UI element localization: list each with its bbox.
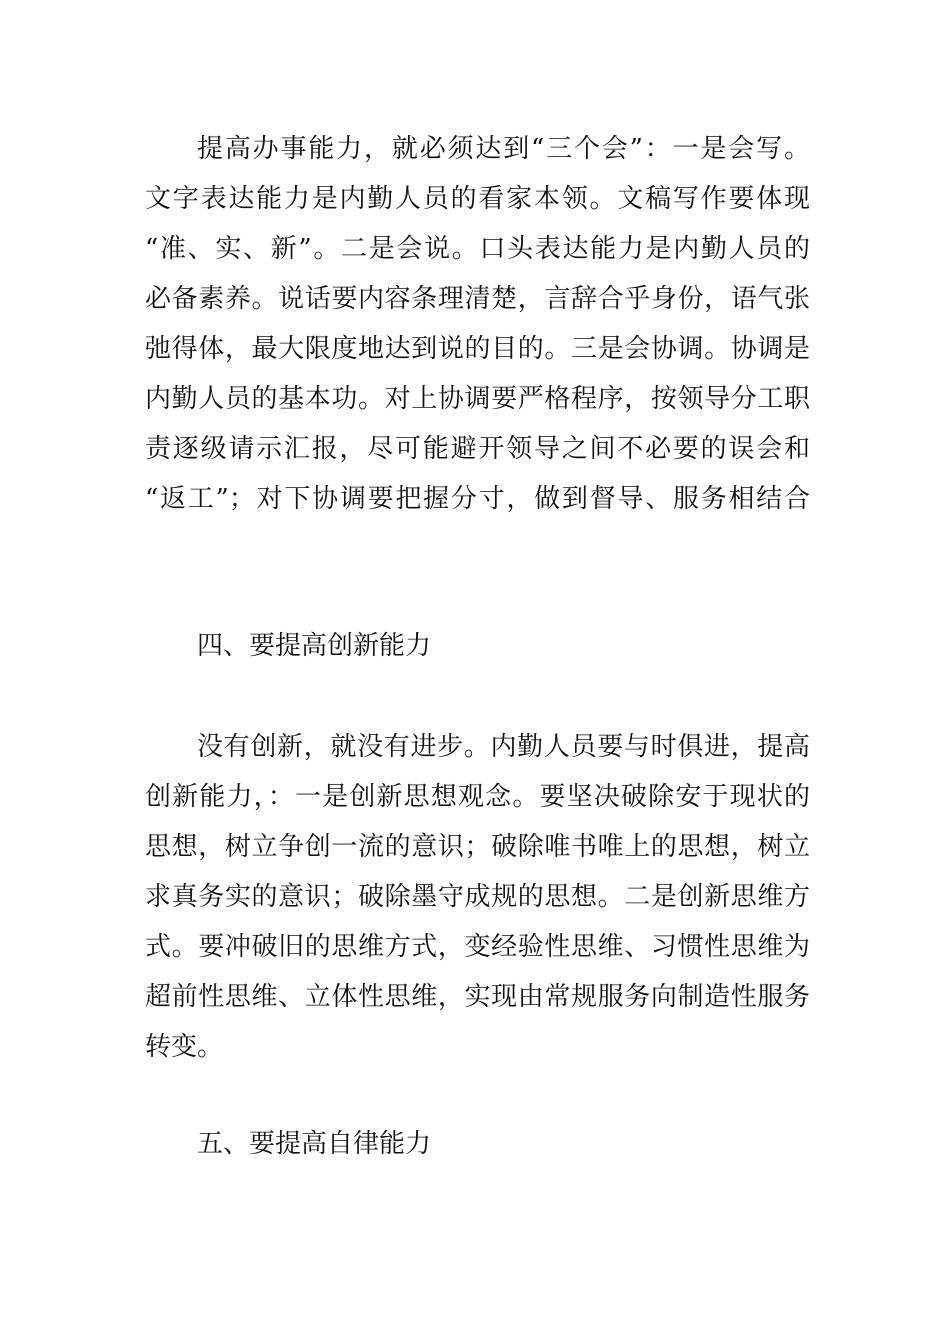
paragraph-2-line-7: 转变。 xyxy=(145,1032,224,1062)
section-heading-5: 五、要提高自律能力 xyxy=(197,1129,432,1159)
paragraph-1-line-2: 文字表达能力是内勤人员的看家本领。文稿写作要体现 xyxy=(145,184,810,214)
paragraph-2-line-3: 思想，树立争创一流的意识；破除唯书唯上的思想，树立 xyxy=(145,832,810,862)
paragraph-2-line-2: 创新能力，：一是创新思想观念。要坚决破除安于现状的 xyxy=(145,782,810,812)
paragraph-2-line-4: 求真务实的意识；破除墨守成规的思想。二是创新思维方 xyxy=(145,882,810,912)
paragraph-1-line-8: “返工”；对下协调要把握分寸，做到督导、服务相结合 xyxy=(145,484,810,514)
paragraph-1-line-1: 提高办事能力，就必须达到“三个会”：一是会写。 xyxy=(197,134,810,164)
section-heading-4: 四、要提高创新能力 xyxy=(197,631,432,661)
paragraph-1-line-7: 责逐级请示汇报，尽可能避开领导之间不必要的误会和 xyxy=(145,434,810,464)
paragraph-2-line-6: 超前性思维、立体性思维，实现由常规服务向制造性服务 xyxy=(145,982,810,1012)
paragraph-1-line-4: 必备素养。说话要内容条理清楚，言辞合乎身份，语气张 xyxy=(145,284,810,314)
paragraph-1-line-6: 内勤人员的基本功。对上协调要严格程序，按领导分工职 xyxy=(145,384,810,414)
paragraph-2-line-1: 没有创新，就没有进步。内勤人员要与时俱进，提高 xyxy=(197,732,810,762)
paragraph-2-line-5: 式。要冲破旧的思维方式，变经验性思维、习惯性思维为 xyxy=(145,932,810,962)
paragraph-1-line-5: 弛得体，最大限度地达到说的目的。三是会协调。协调是 xyxy=(145,334,810,364)
paragraph-1-line-3: “准、实、新”。二是会说。口头表达能力是内勤人员的 xyxy=(145,234,810,264)
